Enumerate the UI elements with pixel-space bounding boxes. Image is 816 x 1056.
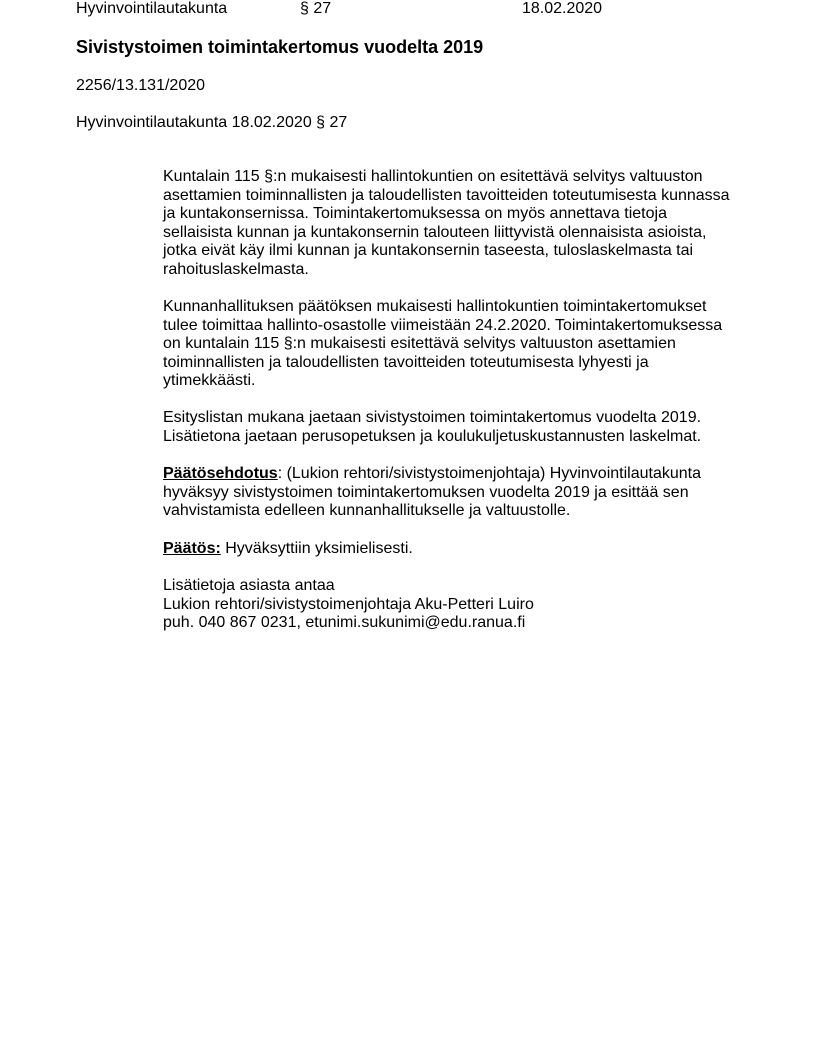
text-line: sellaisista kunnan ja kuntakonsernin talouteen liittyvistä olennaisista asioista,	[163, 223, 707, 241]
text-line: Lisätietoja asiasta antaa	[163, 577, 335, 594]
header-date: 18.02.2020	[522, 0, 603, 17]
meeting-reference: Hyvinvointilautakunta 18.02.2020 § 27	[76, 114, 348, 131]
text-line: Lisätietona jaetaan perusopetuksen ja koulukuljetuskustannusten laskelmat.	[163, 427, 702, 445]
proposal-label: Päätösehdotus	[163, 465, 278, 482]
text-line: asettamien toiminnallisten ja taloudellisten tavoitteiden toteutumisesta kunnassa	[163, 186, 730, 204]
contact-details: puh. 040 867 0231, etunimi.sukunimi@edu.ranua.fi	[163, 614, 526, 632]
header-board: Hyvinvointilautakunta	[76, 0, 228, 17]
text-line: Kunnanhallituksen päätöksen mukaisesti hallintokuntien toimintakertomukset	[163, 298, 707, 315]
text-line: jotka eivät käy ilmi kunnan ja kuntakonsernin taseesta, tuloslaskelmasta tai	[163, 242, 694, 260]
text-line: hyväksyy sivistystoimen toimintakertomuksen vuodelta 2019 ja esittää sen	[163, 483, 689, 501]
paragraph-proposal	[163, 465, 701, 521]
proposal-text: : (Lukion rehtori/sivistystoimenjohtaja) Hyvinvointilautakunta	[277, 465, 701, 482]
text-line: ytimekkäästi.	[163, 372, 256, 390]
paragraph-decision	[163, 540, 413, 559]
text-line: vahvistamista edelleen kunnanhallitukselle ja valtuustolle.	[163, 502, 571, 520]
text-line: on kuntalain 115 §:n mukaisesti esitettävä selvitys valtuuston asettamien	[163, 335, 676, 353]
header-section: § 27	[300, 0, 332, 17]
text-line: rahoituslaskelmasta.	[163, 260, 309, 278]
text-line: Kuntalain 115 §:n mukaisesti hallintokuntien on esitettävä selvitys valtuuston	[163, 168, 703, 185]
decision-label: Päätös:	[163, 540, 221, 557]
paragraph-legal-basis	[163, 168, 730, 280]
text-line: Lukion rehtori/sivistystoimenjohtaja Aku-Petteri Luiro	[163, 595, 534, 613]
paragraph-contact	[163, 577, 534, 633]
paragraph-deadline	[163, 298, 722, 391]
text-line: tulee toimittaa hallinto-osastolle viimeistään 24.2.2020. Toimintakertomuksessa	[163, 316, 723, 334]
paragraph-attachments	[163, 409, 701, 446]
page-title: Sivistystoimen toimintakertomus vuodelta 2019	[76, 37, 484, 57]
text-line: ja kuntakonsernissa. Toimintakertomuksessa on myös annettava tietoja	[163, 205, 667, 223]
text-line: toiminnallisten ja taloudellisten tavoitteiden toteutumisesta lyhyesti ja	[163, 353, 649, 371]
record-number: 2256/13.131/2020	[76, 77, 206, 94]
text-line: Esityslistan mukana jaetaan sivistystoimen toimintakertomus vuodelta 2019.	[163, 409, 702, 426]
decision-text: Hyväksyttiin yksimielisesti.	[220, 540, 413, 557]
